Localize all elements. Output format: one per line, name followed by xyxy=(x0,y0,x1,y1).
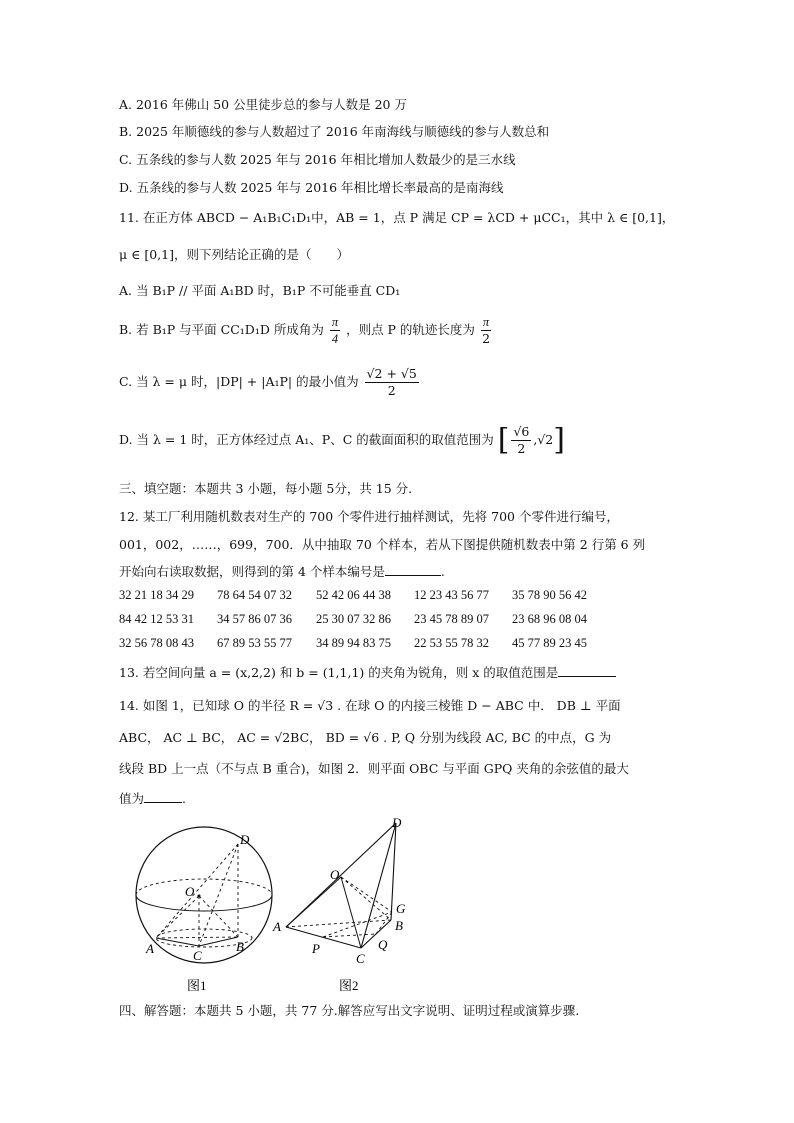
segment-oa xyxy=(286,877,341,927)
q11-b-frac2-num: π xyxy=(482,315,490,329)
table-cell: 84 42 12 53 31 xyxy=(119,612,194,626)
q11-option-c-value xyxy=(365,366,419,399)
label-c: C xyxy=(356,951,365,966)
table-cell: 78 64 54 07 32 xyxy=(217,588,292,602)
q11-option-b-angle xyxy=(330,314,340,347)
q11-d-range-low xyxy=(511,424,531,457)
table-cell: 45 77 89 23 45 xyxy=(512,636,587,650)
figure-2-pyramid xyxy=(268,815,423,997)
table-cell: 12 23 43 56 77 xyxy=(414,588,489,602)
q11-option-b-middle: ，则点 P 的轨迹长度为 xyxy=(346,322,475,337)
edge-dc xyxy=(199,844,238,946)
label-q: Q xyxy=(378,937,388,952)
table-cell: 32 21 18 34 29 xyxy=(119,588,194,602)
label-b: B xyxy=(395,918,403,933)
section-4-heading: 四、解答题：本题共 5 小题，共 77 分.解答应写出文字说明、证明过程或演算步骤. xyxy=(119,1003,580,1018)
q11-option-b xyxy=(119,314,493,347)
table-cell: 22 53 55 78 32 xyxy=(414,636,489,650)
table-cell: 52 42 06 44 38 xyxy=(316,588,391,602)
q11-option-d-prefix: D. 当 λ = 1 时，正方体经过点 A₁、P、C 的截面面积的取值范围为 xyxy=(119,432,494,447)
figure-1-caption: 图1 xyxy=(187,978,207,993)
q12-line3 xyxy=(119,563,445,581)
table-cell: 34 57 86 07 36 xyxy=(217,612,292,626)
edge-ac xyxy=(286,927,361,948)
label-d: D xyxy=(240,832,250,847)
q11-stem-line2: μ ∈ [0,1]，则下列结论正确的是（ ） xyxy=(119,247,349,262)
table-cell: 35 78 90 56 42 xyxy=(512,588,587,602)
q10-option-b: B. 2025 年顺德线的参与人数超过了 2016 年南海线与顺德线的参与人数总和 xyxy=(119,124,550,139)
edge-dc xyxy=(361,823,396,948)
edge-cb xyxy=(199,937,238,946)
label-c: C xyxy=(193,948,202,963)
q14-line3: 线段 BD 上一点（不与点 B 重合)，如图 2．则平面 OBC 与平面 GPQ 夹角的余弦值的最大 xyxy=(119,761,629,776)
q11-option-a: A. 当 B₁P // 平面 A₁BD 时，B₁P 不可能垂直 CD₁ xyxy=(119,283,401,298)
q14-line2: ABC， AC ⊥ BC， AC = √2BC， BD = √6 . P, Q 分别为线段 AC, BC 的中点，G 为 xyxy=(119,730,612,745)
q11-c-frac-den: 2 xyxy=(387,383,396,398)
answer-blank xyxy=(144,790,182,803)
label-g: G xyxy=(396,901,406,916)
table-cell: 32 56 78 08 43 xyxy=(119,636,194,650)
q11-stem-line1: 11. 在正方体 ABCD − A₁B₁C₁D₁中，AB = 1，点 P 满足 CP = λCD + μCC₁，其中 λ ∈ [0,1]， xyxy=(119,210,675,225)
section-3-heading: 三、填空题：本题共 3 小题，每小题 5分，共 15 分. xyxy=(119,481,413,496)
table-cell: 23 68 96 08 04 xyxy=(512,612,587,626)
label-a: A xyxy=(273,919,281,934)
label-o: O xyxy=(330,867,340,882)
answer-blank xyxy=(558,664,616,677)
q10-option-a: A. 2016 年佛山 50 公里徒步总的参与人数是 20 万 xyxy=(119,97,407,112)
q11-d-range-high: ,√2 xyxy=(533,432,554,447)
q13-line xyxy=(119,664,616,682)
q12-line2: 001，002，……，699，700．从中抽取 70 个样本，若从下图提供随机数表中第 2 行第 6 列 xyxy=(119,537,646,552)
edge-ac xyxy=(156,938,199,946)
q12-line1: 12. 某工厂利用随机数表对生产的 700 个零件进行抽样测试，先将 700 个零件进行编号， xyxy=(119,509,619,524)
q10-option-d: D. 五条线的参与人数 2025 年与 2016 年相比增长率最高的是南海线 xyxy=(119,180,504,195)
q10-option-c: C. 五条线的参与人数 2025 年与 2016 年相比增加人数最少的是三水线 xyxy=(119,152,516,167)
q14-line4-end: . xyxy=(182,791,186,806)
figure-2-caption: 图2 xyxy=(339,978,359,993)
equator-back xyxy=(136,879,272,895)
q11-b-frac1-num: π xyxy=(331,315,339,329)
figure-1-sphere xyxy=(125,822,285,997)
q11-d-frac-num: √6 xyxy=(513,424,530,439)
label-o: O xyxy=(185,884,195,899)
answer-blank xyxy=(385,563,441,576)
q11-c-frac-num: √2 + √5 xyxy=(366,366,417,381)
segment-og xyxy=(341,877,392,912)
edge-ab xyxy=(286,920,391,927)
table-cell: 23 45 78 89 07 xyxy=(414,612,489,626)
segment-qg xyxy=(376,912,392,934)
q14-line4 xyxy=(119,790,186,808)
center-point xyxy=(198,895,201,898)
table-cell: 25 30 07 32 86 xyxy=(316,612,391,626)
edge-ab xyxy=(156,937,238,938)
q11-option-c-prefix: C. 当 λ = μ 时，|DP| + |A₁P| 的最小值为 xyxy=(119,374,359,389)
q13-text: 13. 若空间向量 a = (x,2,2) 和 b = (1,1,1) 的夹角为锐角，则 x 的取值范围是 xyxy=(119,665,559,680)
label-d: D xyxy=(392,815,402,830)
segment-pg xyxy=(323,912,392,937)
q14-line4-text: 值为 xyxy=(119,791,145,806)
q11-option-b-prefix: B. 若 B₁P 与平面 CC₁D₁D 所成角为 xyxy=(119,322,324,337)
table-cell: 34 89 94 83 75 xyxy=(316,636,391,650)
q11-option-b-length xyxy=(481,314,491,347)
left-bracket-icon: [ xyxy=(497,422,510,458)
equator-front xyxy=(136,895,272,911)
segment-ob xyxy=(341,877,391,920)
label-p: P xyxy=(312,941,320,956)
label-a: A xyxy=(146,941,154,956)
q11-b-frac2-den: 2 xyxy=(482,331,491,346)
segment-oa xyxy=(156,896,199,938)
q12-line3-text: 开始向右读取数据，则得到的第 4 个样本编号是 xyxy=(119,564,385,579)
q11-b-frac1-den: 4 xyxy=(331,332,339,346)
q12-line3-end: . xyxy=(440,564,445,579)
segment-oc xyxy=(341,877,361,948)
q14-line1: 14. 如图 1，已知球 O 的半径 R = √3 . 在球 O 的内接三棱锥 D − ABC 中． DB ⊥ 平面 xyxy=(119,698,621,713)
q11-option-c xyxy=(119,366,421,399)
table-cell: 67 89 53 55 77 xyxy=(217,636,292,650)
label-b: B xyxy=(236,939,244,954)
q11-option-d xyxy=(119,424,565,457)
q11-d-frac-den: 2 xyxy=(517,441,526,456)
right-bracket-icon: ] xyxy=(553,422,565,458)
sphere-outline xyxy=(136,827,272,963)
